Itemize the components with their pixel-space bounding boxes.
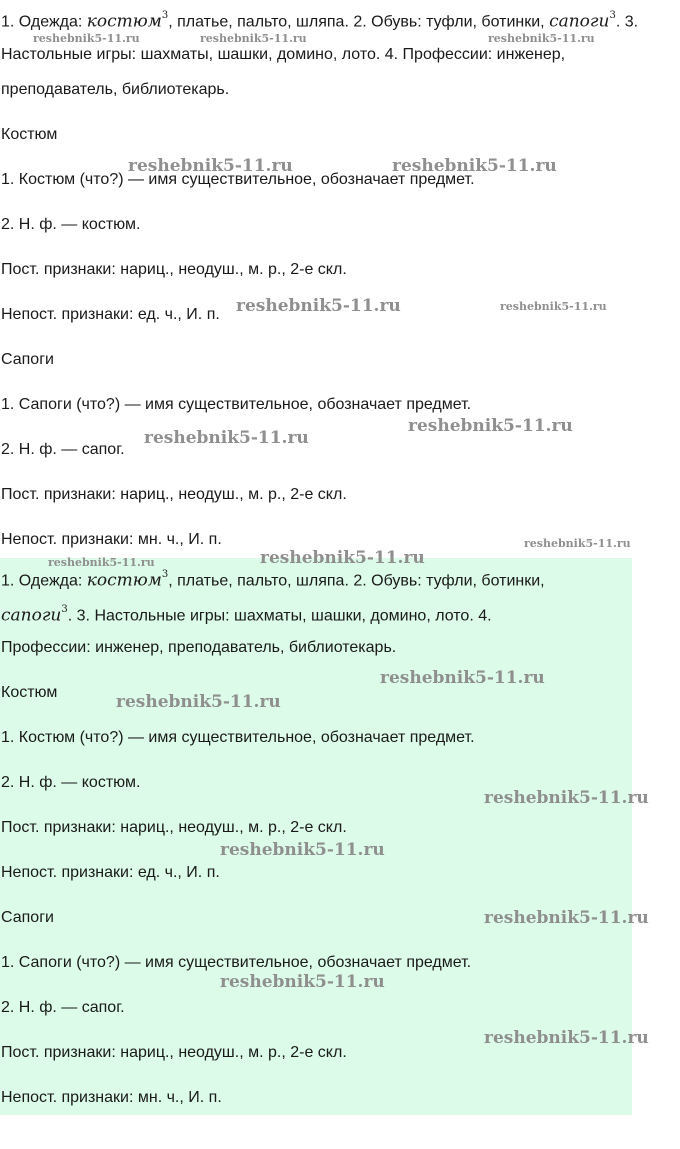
watermark: reshebnik5-11.ru	[220, 972, 385, 992]
watermark: reshebnik5-11.ru	[48, 556, 155, 569]
watermark: reshebnik5-11.ru	[380, 668, 545, 688]
answer-line-3: преподаватель, библиотекарь.	[1, 81, 230, 98]
watermark: reshebnik5-11.ru	[200, 32, 307, 45]
section-heading-sapogi: Сапоги	[1, 909, 54, 926]
text-fragment: . 3.	[615, 13, 639, 31]
text-fragment: . 3. Настольные игры: шахматы, шашки, домино, лото. 4.	[67, 607, 492, 625]
answer-line-1	[1, 567, 545, 591]
analysis-line: Непост. признаки: мн. ч., И. п.	[1, 531, 222, 548]
analysis-line: Непост. признаки: мн. ч., И. п.	[1, 1089, 222, 1106]
answer-line-1	[1, 8, 638, 32]
watermark: reshebnik5-11.ru	[484, 908, 649, 928]
watermark: reshebnik5-11.ru	[484, 788, 649, 808]
text-fragment: 1. Одежда:	[1, 572, 87, 590]
highlighted-word: сапоги	[549, 11, 610, 32]
highlighted-word: костюм	[86, 11, 162, 32]
watermark: reshebnik5-11.ru	[116, 692, 281, 712]
watermark: reshebnik5-11.ru	[408, 416, 573, 436]
analysis-line: 2. Н. ф. — костюм.	[1, 774, 141, 791]
section-heading-kostyum: Костюм	[1, 126, 58, 143]
analysis-line: Непост. признаки: ед. ч., И. п.	[1, 306, 220, 323]
footnote-mark: 3	[161, 10, 169, 21]
analysis-line: 1. Костюм (что?) — имя существительное, обозначает предмет.	[1, 729, 475, 746]
analysis-line: 1. Костюм (что?) — имя существительное, обозначает предмет.	[1, 171, 475, 188]
analysis-line: 2. Н. ф. — сапог.	[1, 999, 125, 1016]
analysis-line: Пост. признаки: нариц., неодуш., м. р., 2-е скл.	[1, 1044, 347, 1061]
section-heading-kostyum: Костюм	[1, 684, 58, 701]
analysis-line: Пост. признаки: нариц., неодуш., м. р., 2-е скл.	[1, 486, 347, 503]
analysis-line: Пост. признаки: нариц., неодуш., м. р., 2-е скл.	[1, 261, 347, 278]
footnote-mark: 3	[161, 569, 169, 580]
watermark: reshebnik5-11.ru	[500, 300, 607, 313]
answer-line-3: Профессии: инженер, преподаватель, библиотекарь.	[1, 639, 397, 656]
watermark: reshebnik5-11.ru	[392, 156, 557, 176]
analysis-line: 1. Сапоги (что?) — имя существительное, обозначает предмет.	[1, 396, 472, 413]
analysis-line: Непост. признаки: ед. ч., И. п.	[1, 864, 220, 881]
text-fragment: 1. Одежда:	[1, 13, 87, 31]
analysis-line: 2. Н. ф. — костюм.	[1, 216, 141, 233]
watermark: reshebnik5-11.ru	[524, 537, 631, 550]
watermark: reshebnik5-11.ru	[33, 32, 140, 45]
footnote-mark: 3	[609, 10, 616, 21]
watermark: reshebnik5-11.ru	[144, 428, 309, 448]
watermark: reshebnik5-11.ru	[128, 156, 293, 176]
footnote-mark: 3	[61, 604, 68, 615]
watermark: reshebnik5-11.ru	[236, 296, 401, 316]
watermark: reshebnik5-11.ru	[488, 32, 595, 45]
highlighted-word: сапоги	[1, 605, 62, 626]
text-fragment: , платье, пальто, шляпа. 2. Обувь: туфли, ботинки,	[168, 572, 545, 590]
answer-line-2	[1, 602, 492, 626]
highlighted-word: костюм	[86, 570, 162, 591]
watermark: reshebnik5-11.ru	[260, 548, 425, 568]
answer-line-2: Настольные игры: шахматы, шашки, домино, лото. 4. Профессии: инженер,	[1, 46, 566, 63]
text-fragment: , платье, пальто, шляпа. 2. Обувь: туфли, ботинки,	[168, 13, 550, 31]
section-heading-sapogi: Сапоги	[1, 351, 54, 368]
analysis-line: 1. Сапоги (что?) — имя существительное, обозначает предмет.	[1, 954, 472, 971]
analysis-line: 2. Н. ф. — сапог.	[1, 441, 125, 458]
analysis-line: Пост. признаки: нариц., неодуш., м. р., 2-е скл.	[1, 819, 347, 836]
watermark: reshebnik5-11.ru	[484, 1028, 649, 1048]
watermark: reshebnik5-11.ru	[220, 840, 385, 860]
